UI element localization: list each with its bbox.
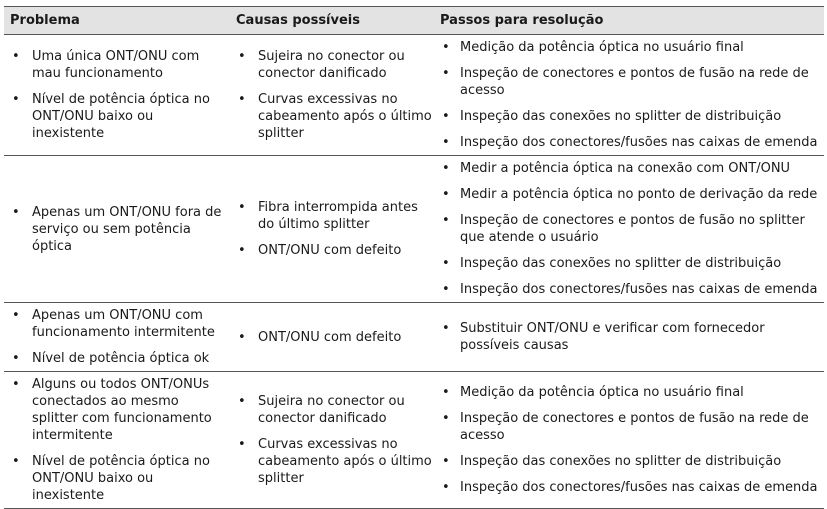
step-cell — [434, 35, 824, 156]
list-item — [436, 65, 822, 99]
list-item — [6, 204, 228, 255]
cause-text: Fibra interrompida antes do último splitter — [258, 200, 418, 232]
list-item — [436, 186, 822, 203]
header-problema: Problema — [4, 7, 230, 35]
problem-text: Nível de potência óptica ok — [32, 351, 210, 366]
table-row — [4, 35, 824, 156]
list-item — [436, 320, 822, 354]
list-item — [232, 436, 432, 487]
bullet-icon: • — [238, 329, 246, 345]
table-row — [4, 303, 824, 372]
cause-text: ONT/ONU com defeito — [258, 329, 402, 345]
step-list — [436, 384, 822, 496]
problem-text: Apenas um ONT/ONU fora de serviço ou sem potência óptica — [32, 204, 222, 254]
list-item — [436, 410, 822, 444]
cause-text: Curvas excessivas no cabeamento após o último splitter — [258, 437, 432, 486]
problem-cell — [4, 372, 230, 509]
step-text: Medição da potência óptica no usuário final — [460, 40, 744, 55]
list-item — [232, 393, 432, 427]
table-header — [4, 7, 824, 35]
list-item — [436, 453, 822, 470]
bullet-icon: • — [238, 200, 246, 215]
problem-text: Alguns ou todos ONT/ONUs conectados ao mesmo splitter com funcionamento intermitente — [32, 377, 212, 443]
problem-cell — [4, 303, 230, 372]
step-text: Medir a potência óptica no ponto de derivação da rede — [460, 187, 818, 202]
cause-text: Sujeira no conector ou conector danificado — [258, 394, 405, 426]
cause-list — [232, 329, 432, 346]
problem-list — [6, 48, 228, 142]
cause-list — [232, 393, 432, 487]
step-cell — [434, 372, 824, 509]
step-text: Inspeção de conectores e pontos de fusão na rede de acesso — [460, 66, 809, 98]
list-item — [6, 91, 228, 142]
list-item — [436, 281, 822, 298]
cause-cell — [230, 372, 434, 509]
list-item — [6, 48, 228, 82]
list-item — [436, 39, 822, 56]
bullet-icon: • — [12, 204, 20, 220]
step-text: Substituir ONT/ONU e verificar com fornecedor possíveis causas — [460, 321, 765, 353]
table-body — [4, 35, 824, 509]
problem-text: Uma única ONT/ONU com mau funcionamento — [32, 49, 200, 81]
bullet-icon: • — [12, 377, 20, 392]
bullet-icon: • — [238, 243, 246, 258]
bullet-icon: • — [442, 213, 450, 228]
step-list — [436, 320, 822, 354]
problem-text: Nível de potência óptica no ONT/ONU baixo ou inexistente — [32, 454, 210, 503]
step-list — [436, 39, 822, 151]
list-item — [6, 307, 228, 341]
problem-cell — [4, 35, 230, 156]
cause-list — [232, 48, 432, 142]
table-row — [4, 372, 824, 509]
step-cell — [434, 303, 824, 372]
problem-list — [6, 307, 228, 367]
list-item — [436, 108, 822, 125]
list-item — [436, 160, 822, 177]
bullet-icon: • — [12, 454, 20, 469]
step-text: Inspeção dos conectores/fusões nas caixas de emenda — [460, 135, 818, 150]
problem-list — [6, 204, 228, 255]
bullet-icon: • — [442, 187, 450, 202]
bullet-icon: • — [442, 256, 450, 271]
step-text: Inspeção de conectores e pontos de fusão no splitter que atende o usuário — [460, 213, 805, 245]
list-item — [232, 329, 432, 346]
list-item — [6, 350, 228, 367]
list-item — [436, 479, 822, 496]
step-text: Inspeção dos conectores/fusões nas caixas de emenda — [460, 282, 818, 297]
list-item — [436, 255, 822, 272]
cause-cell — [230, 303, 434, 372]
list-item — [232, 242, 432, 259]
bullet-icon: • — [12, 49, 20, 64]
header-causas: Causas possíveis — [230, 7, 434, 35]
step-text: Medição da potência óptica no usuário final — [460, 385, 744, 400]
table-row — [4, 156, 824, 303]
bullet-icon: • — [12, 92, 20, 107]
list-item — [436, 134, 822, 151]
bullet-icon: • — [12, 351, 20, 366]
bullet-icon: • — [12, 308, 20, 323]
bullet-icon: • — [238, 394, 246, 409]
bullet-icon: • — [238, 49, 246, 64]
step-text: Inspeção das conexões no splitter de distribuição — [460, 454, 782, 469]
bullet-icon: • — [442, 411, 450, 426]
list-item — [232, 91, 432, 142]
list-item — [6, 453, 228, 504]
bullet-icon: • — [442, 282, 450, 297]
list-item — [436, 212, 822, 246]
step-text: Inspeção das conexões no splitter de distribuição — [460, 256, 782, 271]
cause-text: ONT/ONU com defeito — [258, 243, 402, 258]
list-item — [232, 48, 432, 82]
cause-text: Sujeira no conector ou conector danificado — [258, 49, 405, 81]
step-text: Inspeção dos conectores/fusões nas caixas de emenda — [460, 480, 818, 495]
bullet-icon: • — [442, 321, 450, 336]
header-row — [4, 7, 824, 35]
cause-list — [232, 199, 432, 259]
cause-text: Curvas excessivas no cabeamento após o último splitter — [258, 92, 432, 141]
problem-text: Nível de potência óptica no ONT/ONU baixo ou inexistente — [32, 92, 210, 141]
header-passos: Passos para resolução — [434, 7, 824, 35]
problem-text: Apenas um ONT/ONU com funcionamento intermitente — [32, 308, 215, 340]
problem-cell — [4, 156, 230, 303]
step-text: Medir a potência óptica na conexão com ONT/ONU — [460, 161, 791, 176]
step-text: Inspeção das conexões no splitter de distribuição — [460, 109, 782, 124]
list-item — [436, 384, 822, 401]
step-list — [436, 160, 822, 298]
bullet-icon: • — [442, 480, 450, 495]
cause-cell — [230, 35, 434, 156]
cause-cell — [230, 156, 434, 303]
bullet-icon: • — [442, 385, 450, 400]
list-item — [232, 199, 432, 233]
bullet-icon: • — [238, 92, 246, 107]
bullet-icon: • — [238, 437, 246, 452]
bullet-icon: • — [442, 454, 450, 469]
troubleshooting-table — [4, 6, 824, 509]
list-item — [6, 376, 228, 444]
bullet-icon: • — [442, 161, 450, 176]
bullet-icon: • — [442, 109, 450, 124]
problem-list — [6, 376, 228, 504]
bullet-icon: • — [442, 66, 450, 81]
bullet-icon: • — [442, 40, 450, 55]
step-text: Inspeção de conectores e pontos de fusão na rede de acesso — [460, 411, 809, 443]
step-cell — [434, 156, 824, 303]
bullet-icon: • — [442, 135, 450, 150]
